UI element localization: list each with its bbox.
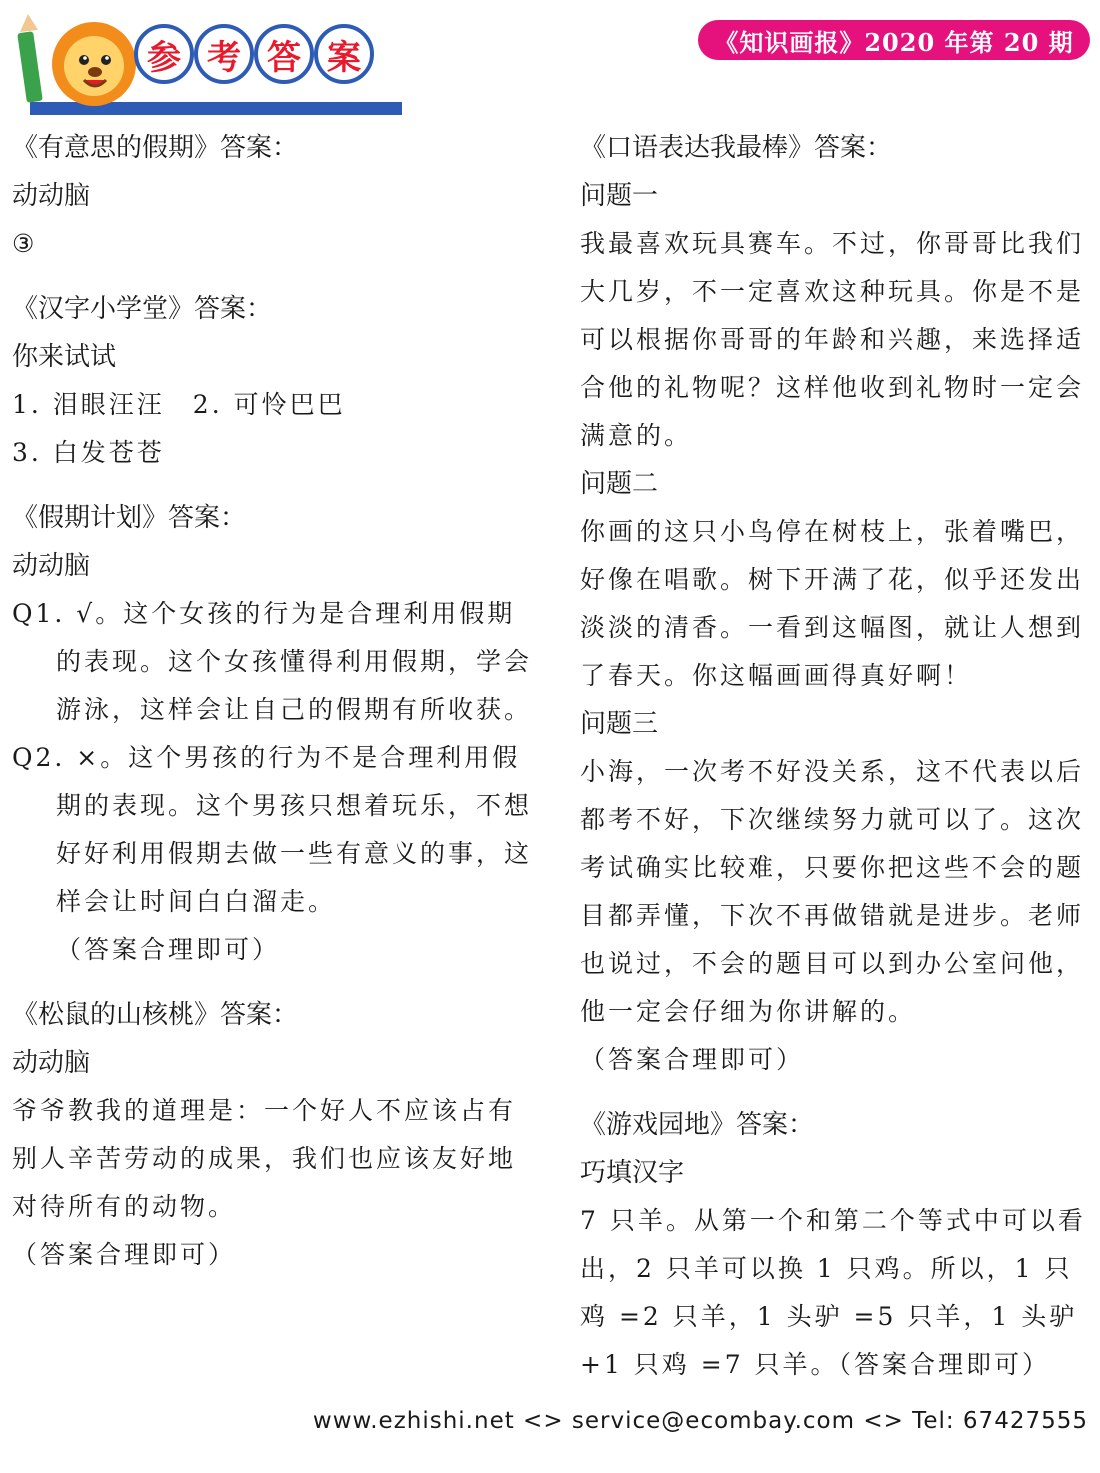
logo-char-1: 参: [134, 24, 194, 84]
section-title: 《假期计划》答案：: [12, 503, 247, 533]
answer-paragraph: 爷爷教我的道理是：一个好人不应该占有别人辛苦劳动的成果，我们也应该友好地对待所有的动物。: [12, 1096, 517, 1221]
answer-paragraph: Q1. √。这个女孩的行为是合理利用假期的表现。这个女孩懂得利用假期，学会游泳，这样会让自己的假期有所收获。: [12, 599, 533, 724]
section-title: 《口语表达我最棒》答案：: [580, 133, 893, 163]
answer-note: （答案合理即可）: [580, 1045, 805, 1074]
answer-note: （答案合理即可）: [12, 1240, 237, 1269]
section-title: 《松鼠的山核桃》答案：: [12, 1000, 299, 1030]
lion-pencil-mascot-icon: [14, 14, 154, 110]
subheading: 动动脑: [12, 1048, 91, 1078]
answer-paragraph: Q2. ×。这个男孩的行为不是合理利用假期的表现。这个男孩只想着玩乐，不想好好利用假期去做一些有意义的事，这样会让时间白白溜走。: [12, 743, 533, 916]
issue-badge: 《知识画报》2020 年第 20 期: [698, 20, 1090, 60]
left-column: [12, 124, 532, 1279]
answer-paragraph: 小海，一次考不好没关系，这不代表以后都考不好，下次继续努力就可以了。这次考试确实比较难，只要你把这些不会的题目都弄懂，下次不再做错就是进步。老师也说过，不会的题目可以到办公室问他，他一定会仔细为你讲解的。: [580, 757, 1085, 1026]
answer-line: 1. 泪眼汪汪 2. 可怜巴巴: [12, 390, 346, 419]
answer-paragraph: 7 只羊。从第一个和第二个等式中可以看出，2 只羊可以换 1 只鸡。所以，1 只鸡 =2 只羊，1 头驴 =5 只羊，1 头驴 +1 只鸡 =7 只羊。（答案合理即可）: [580, 1206, 1086, 1379]
section-title: 《有意思的假期》答案：: [12, 133, 299, 163]
subheading: 问题一: [580, 181, 659, 211]
page-header: [0, 0, 1100, 110]
subheading: 动动脑: [12, 551, 91, 581]
logo-char-2: 考: [194, 24, 254, 84]
subheading: 问题二: [580, 469, 659, 499]
right-column: [580, 124, 1092, 1389]
logo-char-3: 答: [254, 24, 314, 84]
answer-paragraph: 我最喜欢玩具赛车。不过，你哥哥比我们大几岁，不一定喜欢这种玩具。你是不是可以根据你哥哥的年龄和兴趣，来选择适合他的礼物呢？这样他收到礼物时一定会满意的。: [580, 229, 1085, 450]
subheading: 你来试试: [12, 342, 117, 372]
section-title: 《汉字小学堂》答案：: [12, 294, 273, 324]
subheading: 问题三: [580, 709, 659, 739]
logo-char-4: 案: [314, 24, 374, 84]
subheading: 动动脑: [12, 181, 91, 211]
footer-contact: www.ezhishi.net <> service@ecombay.com <> Tel: 67427555: [312, 1408, 1088, 1434]
answer-paragraph: 你画的这只小鸟停在树枝上，张着嘴巴，好像在唱歌。树下开满了花，似乎还发出淡淡的清香。一看到这幅图，就让人想到了春天。你这幅画画得真好啊！: [580, 517, 1085, 690]
section-title: 《游戏园地》答案：: [580, 1110, 815, 1140]
answer-note: （答案合理即可）: [56, 935, 281, 964]
answer-line: 3. 白发苍苍: [12, 438, 165, 467]
answer-text: ③: [12, 229, 38, 258]
reference-answers-logo: [14, 14, 389, 102]
subheading: 巧填汉字: [580, 1158, 685, 1188]
